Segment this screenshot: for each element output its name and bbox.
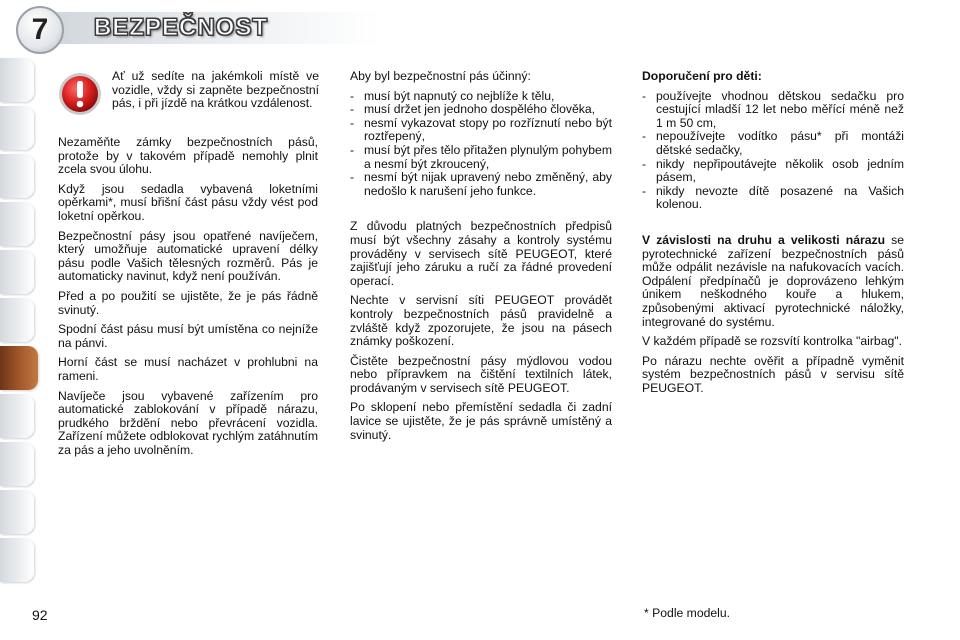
section-tab-active[interactable] [0,346,38,390]
paragraph: V každém případě se rozsvítí kontrolka "airbag". [642,334,902,349]
list-item: - musí být napnutý co nejblíže k tělu, [350,90,612,104]
paragraph: Horní část se musí nacházet v prohlubni na rameni. [58,355,318,383]
section-heading: Doporučení pro děti: [642,69,762,83]
paragraph: Po nárazu nechte ověřit a případně vyměnit systém bezpečnostních pásů v servisu sítě PEUGEOT. [642,353,904,395]
section-tab[interactable] [0,250,34,294]
paragraph: Když jsou sedadla vybavená loketními opěrkami*, musí břišní část pásu vždy vést pod loketní opěrkou. [58,181,318,223]
section-tab-rail [0,58,40,578]
list-item: - nesmí vykazovat stopy po rozříznutí nebo být roztřepený, [350,117,612,144]
paragraph: Před a po použití se ujistěte, že je pás řádně svinutý. [58,288,318,317]
impact-paragraph [642,234,904,329]
section-tab[interactable] [0,298,34,342]
paragraph: Bezpečnostní pásy jsou opatřené navíječem, který umožňuje automatické upravení délky pásu podle Vašich tělesných rozměrů. Pás je automaticky navinut, když není používán. [58,228,318,284]
section-tab[interactable] [0,394,34,438]
column-middle [350,70,612,448]
section-tab[interactable] [0,490,34,534]
impact-text: se pyrotechnické zařízení bezpečnostních pásů může odpálit nezávisle na nafukovacích vacích. Odpálení předpínačů je doprovázeno lehkým únikem neškodného kouře a hlukem, způsobenými aktivací pyrotechnické náložky, integrované do systému. [642,232,904,329]
section-tab[interactable] [0,202,34,246]
paragraph: Spodní část pásu musí být umístěna co nejníže na pánvi. [58,322,318,350]
section-tab[interactable] [0,106,34,150]
chapter-number: 7 [16,6,64,54]
exclamation-icon [58,72,102,116]
warning-text: Ať už sedíte na jakémkoli místě ve vozidle, vždy si zapněte bezpečnostní pás, i při jízdě na krátkou vzdálenost. [112,69,319,111]
list-item: - nikdy nevozte dítě posazené na Vašich kolenou. [642,185,904,212]
section-tab[interactable] [0,154,34,198]
list-item: - musí být přes tělo přitažen plynulým pohybem a nesmí být zkroucený, [350,144,612,171]
list-item: - používejte vhodnou dětskou sedačku pro cestující mladší 12 let nebo měřící méně než 1 m 50 cm, [642,90,904,131]
paragraph: Navíječe jsou vybavené zařízením pro automatické zablokování v případě nárazu, prudkého brždění nebo převrácení vozidla. Zařízení můžete odblokovat rychlým zatáhnutím za pás a jeho uvolněním. [58,388,318,457]
list-item: - nepoužívejte vodítko pásu* při montáži dětské sedačky, [642,130,904,157]
paragraph: Čistěte bezpečnostní pásy mýdlovou vodou nebo přípravkem na čištění textilních látek, prodávaným v servisech sítě PEUGEOT. [350,353,612,395]
list-item: - musí držet jen jednoho dospělého člověka, [350,103,612,117]
paragraph: Nechte v servisní síti PEUGEOT provádět kontroly bezpečnostních pásů pravidelně a zvláště když zpozorujete, že jsou na pásech známky poškození. [350,293,612,349]
paragraph: Nezaměňte zámky bezpečnostních pásů, protože by v takovém případě nemohly plnit zcela svou úlohu. [58,135,318,177]
list-intro: Aby byl bezpečnostní pás účinný: [350,69,531,83]
footnote: * Podle modelu. [644,606,731,620]
paragraph: Po sklopení nebo přemístění sedadla či zadní lavice se ujistěte, že je pás správně umístěný a svinutý. [350,400,612,442]
children-list [642,90,904,212]
list-item: - nesmí být nijak upravený nebo změněný, aby nedošlo k narušení jeho funkce. [350,171,612,198]
page-title: BEZPEČNOST [94,14,269,41]
page-number: 92 [32,607,48,623]
column-right [642,70,904,401]
section-tab[interactable] [0,58,34,102]
paragraph: Z důvodu platných bezpečnostních předpisů musí být všechny zásahy a kontroly systému prováděny v servisech sítě PEUGEOT, které zajišťují jeho záruku a ručí za řádné provedení operací. [350,219,612,288]
column-left [58,136,318,463]
impact-lead: V závislosti na druhu a velikosti nárazu [642,232,886,247]
requirements-list [350,90,612,199]
list-item: - nikdy nepřipoutávejte několik osob jedním pásem, [642,158,904,185]
section-tab[interactable] [0,538,34,582]
section-tab[interactable] [0,442,34,486]
